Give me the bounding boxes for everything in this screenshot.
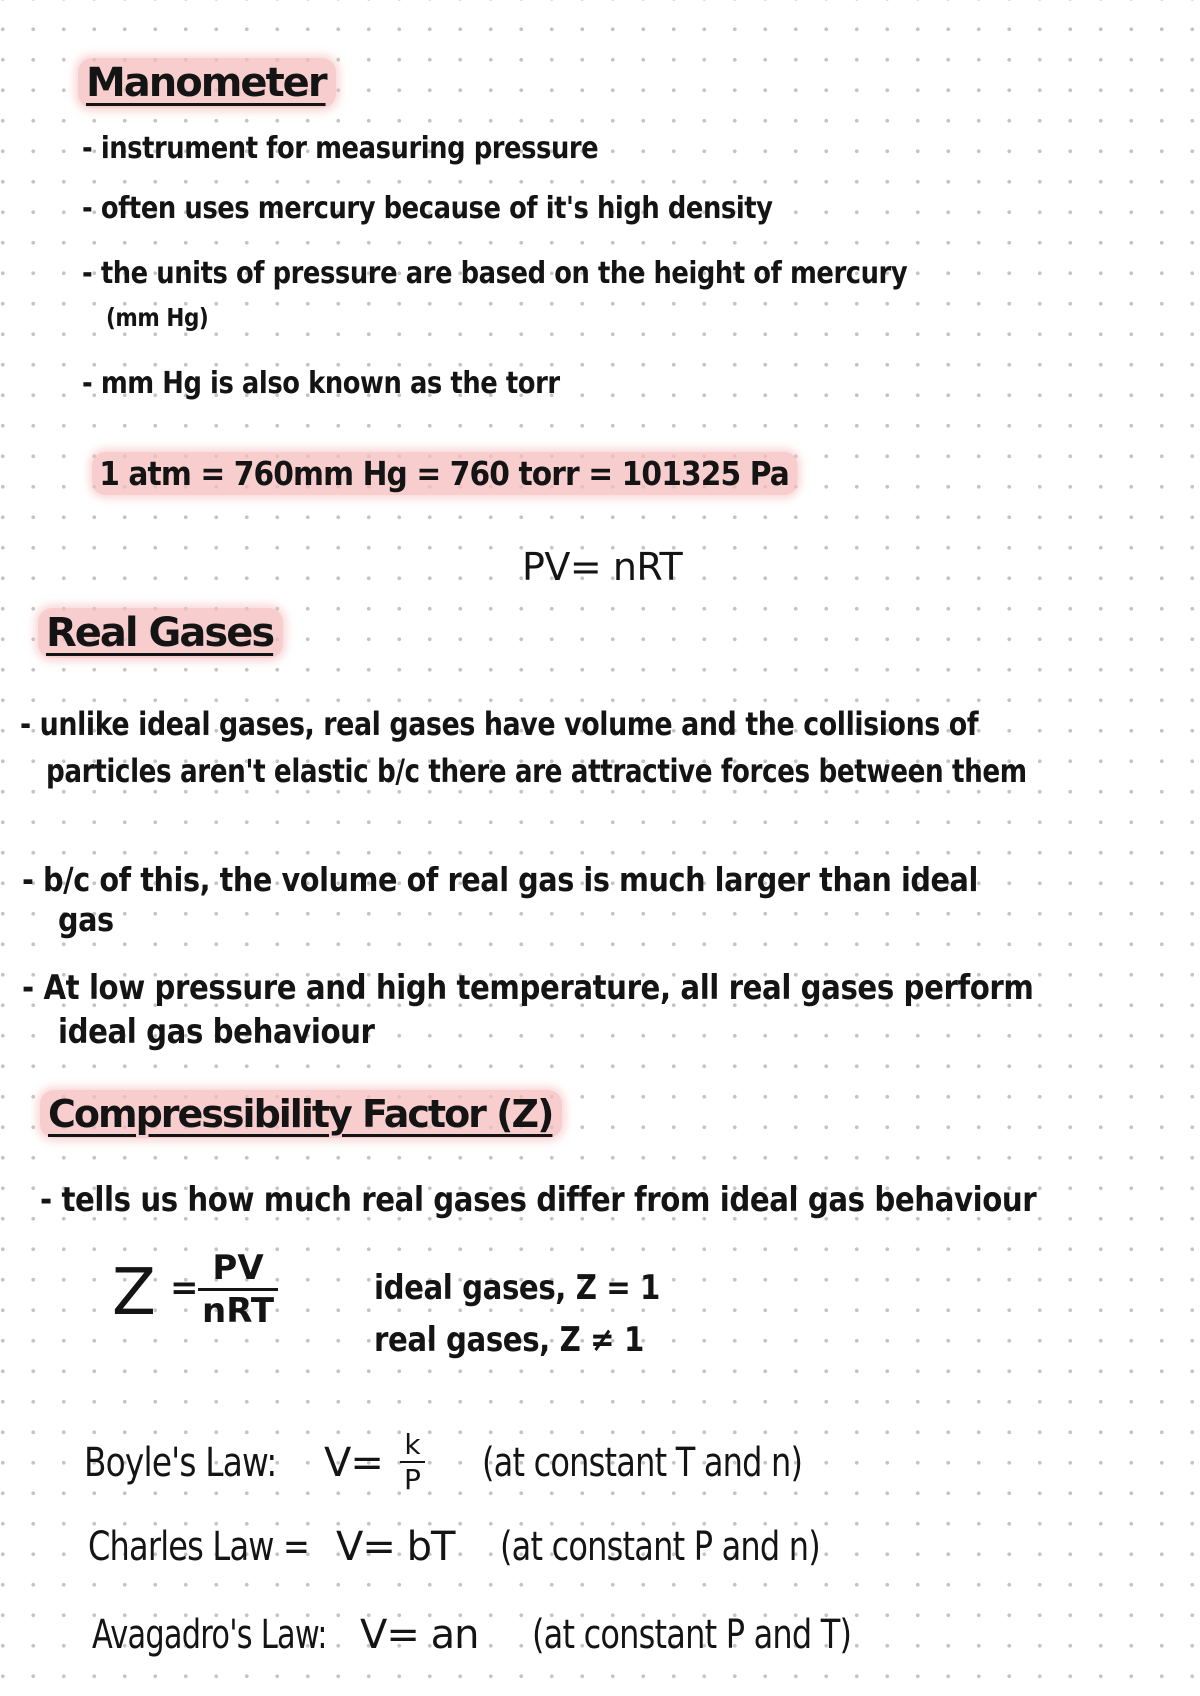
manometer-bullet-1: - instrument for measuring pressure [82, 131, 599, 166]
avogadros-law-label: Avagadro's Law: [92, 1612, 327, 1658]
manometer-bullet-4: - mm Hg is also known as the torr [82, 366, 560, 401]
boyles-law-condition: (at constant T and n) [482, 1440, 803, 1486]
boyles-law-equation: V= [324, 1440, 383, 1486]
boyles-law-fraction [400, 1428, 425, 1496]
manometer-bullet-3-cont: (mm Hg) [106, 303, 209, 332]
real-gases-bullet-2-line2: gas [58, 900, 114, 939]
real-gases-bullet-2-line1: - b/c of this, the volume of real gas is much larger than ideal [22, 860, 978, 899]
real-gases-bullet-1-line2: particles aren't elastic b/c there are attractive forces between them [46, 752, 1027, 790]
z-numerator: PV [212, 1248, 264, 1288]
heading-compressibility-factor: Compressibility Factor (Z) [40, 1090, 562, 1138]
ideal-gas-law: PV= nRT [522, 545, 683, 589]
real-gases-z: real gases, Z ≠ 1 [374, 1320, 644, 1360]
manometer-bullet-3: - the units of pressure are based on the height of mercury [82, 256, 908, 291]
boyles-law-label: Boyle's Law: [84, 1440, 277, 1486]
charles-law-label: Charles Law = [88, 1524, 310, 1570]
real-gases-bullet-3-line1: - At low pressure and high temperature, all real gases perform [22, 968, 1034, 1008]
boyles-law-denominator: P [404, 1463, 421, 1496]
charles-law-equation: V= bT [336, 1524, 455, 1570]
avogadros-law-equation: V= an [360, 1612, 479, 1658]
avogadros-law-condition: (at constant P and T) [532, 1612, 852, 1658]
pressure-conversion: 1 atm = 760mm Hg = 760 torr = 101325 Pa [92, 452, 798, 495]
charles-law-condition: (at constant P and n) [500, 1524, 820, 1570]
z-denominator: nRT [202, 1291, 275, 1331]
real-gases-bullet-1-line1: - unlike ideal gases, real gases have volume and the collisions of [20, 705, 979, 743]
z-equals-sign: = [170, 1268, 198, 1308]
manometer-bullet-2: - often uses mercury because of it's high density [82, 191, 773, 226]
compressibility-bullet: - tells us how much real gases differ from ideal gas behaviour [40, 1180, 1037, 1220]
ideal-gases-z: ideal gases, Z = 1 [374, 1268, 660, 1308]
heading-real-gases: Real Gases [38, 608, 283, 658]
real-gases-bullet-3-line2: ideal gas behaviour [58, 1012, 375, 1052]
boyles-law-numerator: k [404, 1428, 421, 1461]
heading-manometer: Manometer [78, 58, 336, 108]
z-fraction [198, 1248, 278, 1331]
z-symbol: Z [112, 1256, 156, 1330]
